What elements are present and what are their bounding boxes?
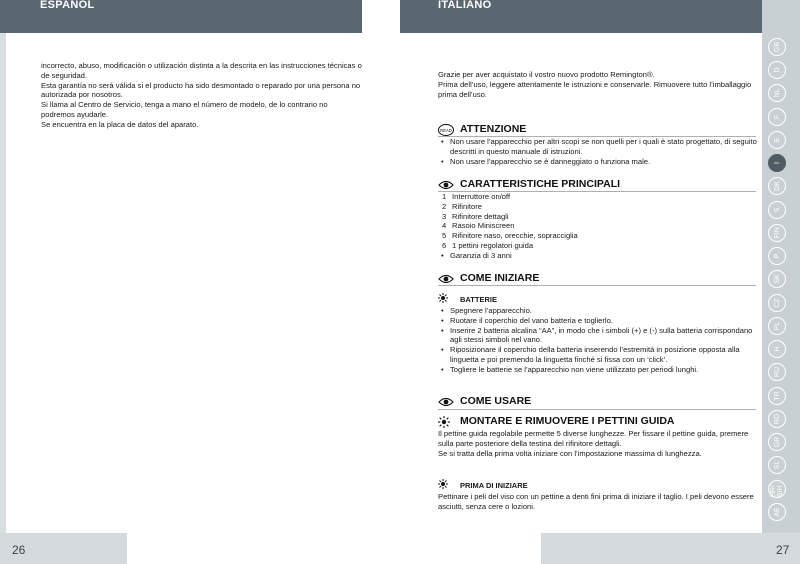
section-attenzione: [438, 123, 758, 137]
eye-icon: [438, 179, 454, 191]
section-title: COME INIZIARE: [460, 272, 540, 284]
list-item: • Togliere le batterie se l’apparecchio non viene utilizzato per periodi lunghi.: [438, 365, 758, 375]
section-come-usare: [438, 395, 758, 409]
list-item: • Inserire 2 batteria alcalina “AA”, in modo che i simboli (+) e (-) sulla batteria corrispondano agli stessi simboli nel vano.: [438, 326, 758, 346]
list-item: [438, 192, 758, 202]
section-title: MONTARE E RIMUOVERE I PETTINI GUIDA: [460, 415, 675, 427]
divider: [438, 409, 756, 410]
item-number: 3: [442, 211, 447, 221]
item-text: Rifinitore dettagli: [452, 211, 509, 221]
header-language-right: ITALIANO: [438, 0, 492, 11]
read-icon-label: READ: [440, 127, 452, 133]
item-number: 2: [442, 201, 447, 211]
section-title: ATTENZIONE: [460, 123, 527, 135]
language-tab-gr[interactable]: GR: [768, 433, 786, 451]
caratteristiche-list: [438, 192, 758, 261]
language-tab-pl[interactable]: PL: [768, 317, 786, 335]
language-tab-sl[interactable]: SL: [768, 456, 786, 474]
list-item: • Non usare l’apparecchio se è danneggiato o funziona male.: [438, 157, 758, 167]
item-text: Rifinitore: [452, 201, 482, 211]
language-tab-h[interactable]: H: [768, 340, 786, 358]
list-item: • Garanzia di 3 anni: [438, 251, 758, 261]
list-item: • Spegnere l’apparecchio.: [438, 306, 758, 316]
sun-icon: [438, 479, 448, 489]
item-text: Rifinitore naso, orecchie, sopracciglia: [452, 231, 578, 241]
language-tab-tr[interactable]: TR: [768, 387, 786, 405]
item-number: 5: [442, 231, 447, 241]
subsection-title: BATTERIE: [460, 295, 497, 304]
paragraph: incorrecto, abuso, modificación o utilización distinta a la descrita en las instrucciones técnicas o de seguridad.: [41, 61, 362, 80]
sun-icon: [438, 416, 454, 428]
prima-text: [438, 492, 758, 512]
header-language-left: ESPAÑOL: [40, 0, 95, 11]
language-tab-dk[interactable]: DK: [768, 177, 786, 195]
list-item: [438, 202, 758, 212]
list-item: • Ruotare il coperchio del vano batteria e toglierlo.: [438, 316, 758, 326]
left-edge-bar: [0, 0, 6, 533]
footer-right: [541, 533, 800, 564]
language-tabs: [764, 38, 798, 526]
item-number: 6: [442, 240, 447, 250]
intro-text: [438, 70, 758, 99]
item-text: Interruttore on/off: [452, 192, 511, 201]
sun-icon: [438, 293, 448, 303]
item-number: 4: [442, 221, 447, 231]
section-montare: [438, 415, 758, 429]
language-tab-ae[interactable]: AE: [768, 503, 786, 521]
eye-icon: [438, 273, 454, 285]
section-caratteristiche: [438, 178, 758, 192]
language-tab-ru[interactable]: RU: [768, 363, 786, 381]
paragraph: Pettinare i peli del viso con un pettine a denti fini prima di iniziare il taglio. I peli devono essere asciutti, senza cere o lozioni.: [438, 492, 754, 511]
section-title: CARATTERISTICHE PRINCIPALI: [460, 178, 621, 190]
language-tab-cz[interactable]: CZ: [768, 294, 786, 312]
page-number-left: 26: [12, 543, 26, 557]
read-icon: [438, 124, 454, 136]
eye-icon: [438, 396, 454, 408]
attenzione-list: [438, 137, 758, 166]
subsection-prima-di-iniziare: [438, 479, 758, 491]
header-right: [400, 0, 762, 33]
left-page-text: [41, 61, 363, 130]
subsection-title: PRIMA DI INIZIARE: [460, 481, 528, 490]
header-left: [0, 0, 362, 33]
language-tab-gb[interactable]: GB: [768, 38, 786, 56]
batterie-list: [438, 306, 758, 375]
list-item: [438, 212, 758, 222]
subsection-batterie: [438, 293, 758, 305]
list-item: [438, 241, 758, 251]
paragraph: Se encuentra en la placa de datos del aparato.: [41, 119, 199, 129]
paragraph: Si llama al Centro de Servicio, tenga a mano el número de modelo, de lo contrario no podremos ayudarle.: [41, 100, 328, 119]
item-number: 1: [442, 192, 447, 201]
paragraph: Prima dell’uso, leggere attentamente le istruzioni e conservarle. Rimuovere tutto l’imballaggio prima dell’uso.: [438, 79, 752, 99]
list-item: [438, 231, 758, 241]
language-tab-sk[interactable]: SK: [768, 270, 786, 288]
language-tab-nl[interactable]: NL: [768, 84, 786, 102]
page-number-right: 27: [776, 543, 790, 557]
item-text: Rasoio Miniscreen: [452, 221, 515, 231]
language-tab-hrbih[interactable]: HR/ BIH: [768, 480, 786, 498]
list-item: • Non usare l’apparecchio per altri scopi se non quelli per i quali è stato progettato, di seguito descritti in questo manuale di istruzioni.: [438, 137, 758, 157]
divider: [438, 285, 756, 286]
list-item: • Riposizionare il coperchio della batteria inserendo l’estremità in posizione opposta alla linguetta e poi premendo la linguetta finché si fissa con un ‘click’.: [438, 345, 758, 365]
item-text: 1 pettini regolatori guida: [452, 240, 534, 250]
list-item: [438, 221, 758, 231]
section-come-iniziare: [438, 272, 758, 286]
paragraph: Esta garantía no será válida si el producto ha sido desmontado o reparado por una persona no autorizada por nosotros.: [41, 80, 361, 100]
language-tab-d[interactable]: D: [768, 61, 786, 79]
paragraph: Il pettine guida regolabile permette 5 diverse lunghezze. Per fissare il pettine guida, premere sulla parte posteriore della testina del rifinitore dettagli.: [438, 429, 749, 448]
language-tab-e[interactable]: E: [768, 131, 786, 149]
language-tab-s[interactable]: S: [768, 201, 786, 219]
language-tab-ro[interactable]: RO: [768, 410, 786, 428]
paragraph: Grazie per aver acquistato il vostro nuovo prodotto Remington®.: [438, 70, 655, 79]
language-tab-i[interactable]: I: [768, 154, 786, 172]
language-tab-fin[interactable]: FIN: [768, 224, 786, 242]
montare-text: [438, 429, 758, 458]
language-tab-p[interactable]: P: [768, 247, 786, 265]
section-title: COME USARE: [460, 395, 532, 407]
paragraph: Se si tratta della prima volta iniziare con l’impostazione massima di lunghezza.: [438, 448, 702, 458]
language-tab-f[interactable]: F: [768, 108, 786, 126]
